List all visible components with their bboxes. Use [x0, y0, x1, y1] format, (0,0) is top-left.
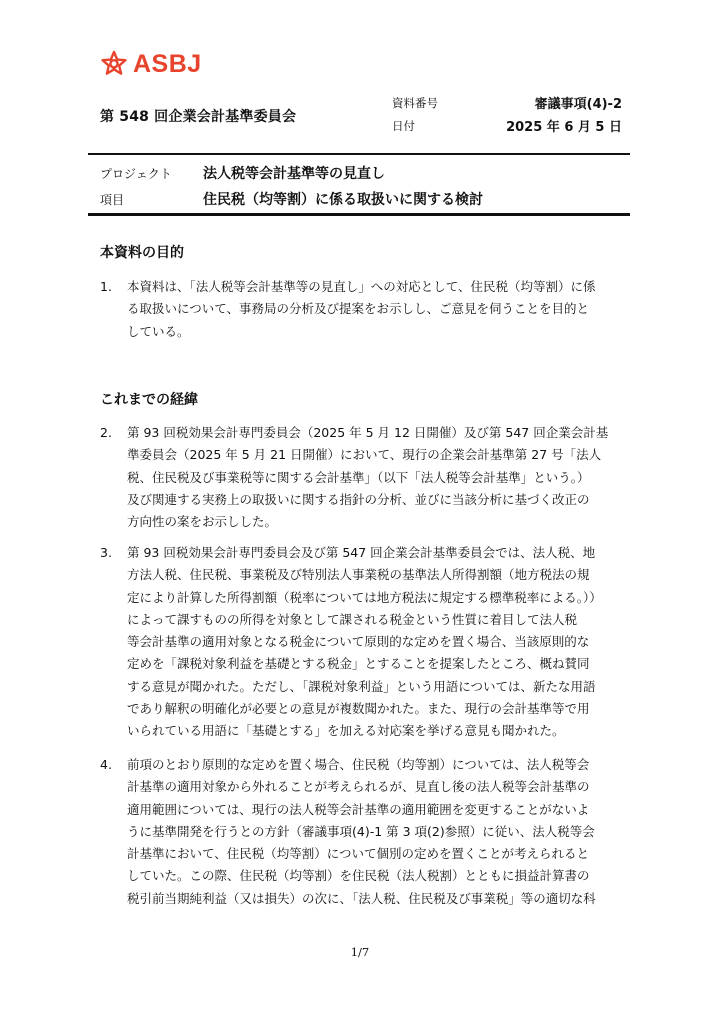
- paragraph-line: 税引前当期純利益（又は損失）の次に、「法人税、住民税及び事業税」等の適切な科: [127, 890, 596, 906]
- paragraph-line: 等会計基準の適用対象となる税金について原則的な定めを置く場合、当該原則的な: [127, 634, 590, 650]
- paragraph-line: 方向性の案をお示しした。: [127, 514, 278, 530]
- paragraph-line: 計基準において、住民税（均等割）について個別の定めを置くことが考えられると: [127, 846, 590, 862]
- header-divider-top: [88, 153, 630, 155]
- doc-number-label: 資料番号: [392, 96, 438, 110]
- paragraph-number: 2.: [100, 425, 112, 440]
- paragraph-2: [100, 422, 630, 533]
- paragraph-4: [100, 754, 630, 910]
- doc-number-value: 審議事項(4)-2: [534, 97, 622, 112]
- section-title-background: これまでの経緯: [100, 392, 198, 408]
- paragraph-line: であり解釈の明確化が必要との意見が複数聞かれた。また、現行の会計基準等で用: [127, 701, 590, 717]
- item-label: 項目: [100, 193, 125, 207]
- paragraph-number: 3.: [100, 545, 112, 560]
- logo-text: ASBJ: [133, 50, 202, 78]
- paragraph-number: 4.: [100, 757, 112, 772]
- item-value: 住民税（均等割）に係る取扱いに関する検討: [203, 192, 483, 208]
- paragraph-line: 方法人税、住民税、事業税及び特別法人事業税の基準法人所得割額（地方税法の規: [127, 567, 590, 583]
- section-title-purpose: 本資料の目的: [100, 245, 184, 261]
- paragraph-number: 1.: [100, 279, 112, 294]
- paragraph-line: する意見が聞かれた。ただし、「課税対象利益」という用語については、新たな用語: [127, 678, 596, 694]
- paragraph-line: 第 93 回税効果会計専門委員会（2025 年 5 月 12 日開催）及び第 547 回企業会計基: [127, 425, 609, 440]
- project-value: 法人税等会計基準等の見直し: [203, 166, 385, 182]
- paragraph-line: 定により計算した所得割額（税率については地方税法に規定する標準税率による。））: [127, 589, 602, 605]
- paragraph-line: によって課すものの所得を対象として課される税金という性質に着目して法人税: [127, 611, 578, 627]
- page-number: 1/7: [350, 945, 370, 959]
- paragraph-1: [100, 276, 630, 343]
- asbj-logo: [100, 50, 202, 78]
- asbj-flower-icon: [100, 50, 128, 78]
- paragraph-3: [100, 542, 630, 743]
- paragraph-line: 定めを「課税対象利益を基礎とする税金」とすることを提案したところ、概ね賛同: [127, 656, 590, 672]
- meeting-title: 第 548 回企業会計基準委員会: [100, 109, 297, 125]
- project-label: プロジェクト: [100, 167, 172, 181]
- paragraph-line: 適用範囲については、現行の法人税等会計基準の適用範囲を変更することがないよ: [127, 801, 590, 817]
- paragraph-line: 第 93 回税効果会計専門委員会及び第 547 回企業会計基準委員会では、法人税、地: [127, 545, 596, 560]
- paragraph-line: いられている用語に「基礎とする」を加える対応案を挙げる意見も聞かれた。: [127, 723, 565, 739]
- paragraph-line: うに基準開発を行うとの方針（審議事項(4)-1 第 3 項(2)参照）に従い、法人税等会: [127, 823, 595, 839]
- paragraph-line: 準委員会（2025 年 5 月 21 日開催）において、現行の企業会計基準第 27 号「法人: [127, 447, 602, 463]
- date-label: 日付: [392, 119, 415, 133]
- paragraph-line: 前項のとおり原則的な定めを置く場合、住民税（均等割）については、法人税等会: [127, 757, 590, 772]
- paragraph-line: 税、住民税及び事業税等に関する会計基準」（以下「法人税等会計基準」という。）: [127, 469, 590, 485]
- paragraph-line: る取扱いについて、事務局の分析及び提案をお示しし、ご意見を伺うことを目的と: [127, 301, 590, 317]
- paragraph-line: している。: [127, 323, 190, 339]
- paragraph-line: 及び関連する実務上の取扱いに関する指針の分析、並びに当該分析に基づく改正の: [127, 491, 590, 507]
- paragraph-line: 計基準の適用対象から外れることが考えられるが、見直し後の法人税等会計基準の: [127, 779, 590, 795]
- date-value: 2025 年 6 月 5 日: [506, 120, 622, 135]
- header-divider-bottom: [88, 213, 630, 216]
- paragraph-line: していた。この際、住民税（均等割）を住民税（法人税割）とともに損益計算書の: [127, 868, 590, 884]
- paragraph-line: 本資料は、「法人税等会計基準等の見直し」への対応として、住民税（均等割）に係: [127, 279, 596, 294]
